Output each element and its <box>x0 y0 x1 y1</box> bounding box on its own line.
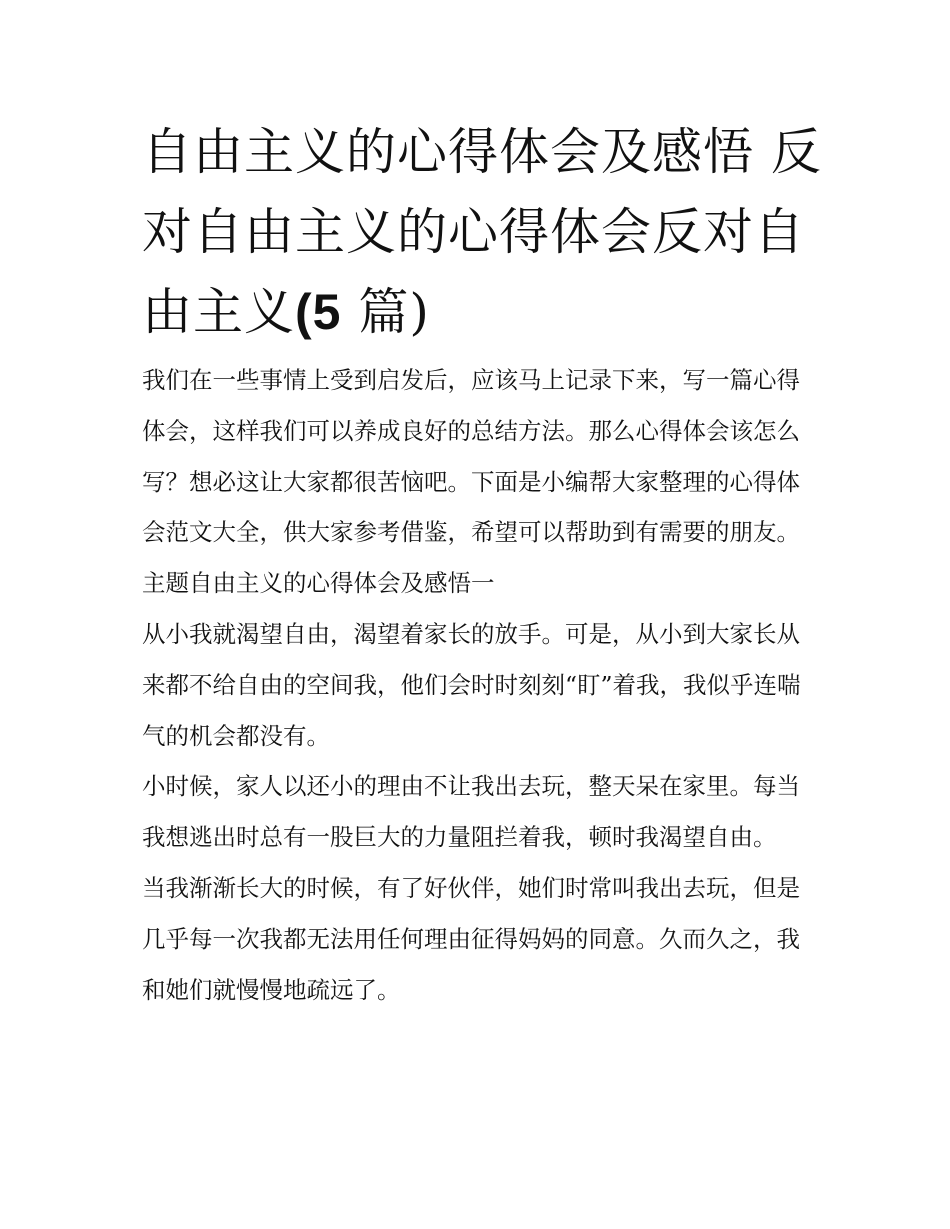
intro-paragraph: 我们在一些事情上受到启发后，应该马上记录下来，写一篇心得体会，这样我们可以养成良好的总结方法。那么心得体会该怎么写？想必这让大家都很苦恼吧。下面是小编帮大家整理的心得体会范文大全，供大家参考借鉴，希望可以帮助到有需要的朋友。 <box>142 366 800 547</box>
body-paragraph: 小时候，家人以还小的理由不让我出去玩，整天呆在家里。每当我想逃出时总有一股巨大的力量阻拦着我，顿时我渴望自由。 <box>142 772 800 852</box>
section-heading: 主题自由主义的心得体会及感悟一 <box>142 569 495 598</box>
title-text: 自由主义的心得体会及感悟 反对自由主义的心得体会反对自由主义 <box>142 123 822 341</box>
body-paragraph: 从小我就渴望自由，渴望着家长的放手。可是，从小到大家长从来都不给自由的空间我，他们会时时刻刻“盯”着我，我似乎连喘气的机会都没有。 <box>142 619 801 750</box>
title-suffix: 篇) <box>341 283 430 341</box>
document-body <box>142 355 814 1015</box>
title-count: (5 <box>295 284 342 340</box>
document-title <box>142 112 822 352</box>
body-paragraph: 当我渐渐长大的时候，有了好伙伴，她们时常叫我出去玩，但是几乎每一次我都无法用任何理由征得妈妈的同意。久而久之，我和她们就慢慢地疏远了。 <box>142 873 800 1004</box>
